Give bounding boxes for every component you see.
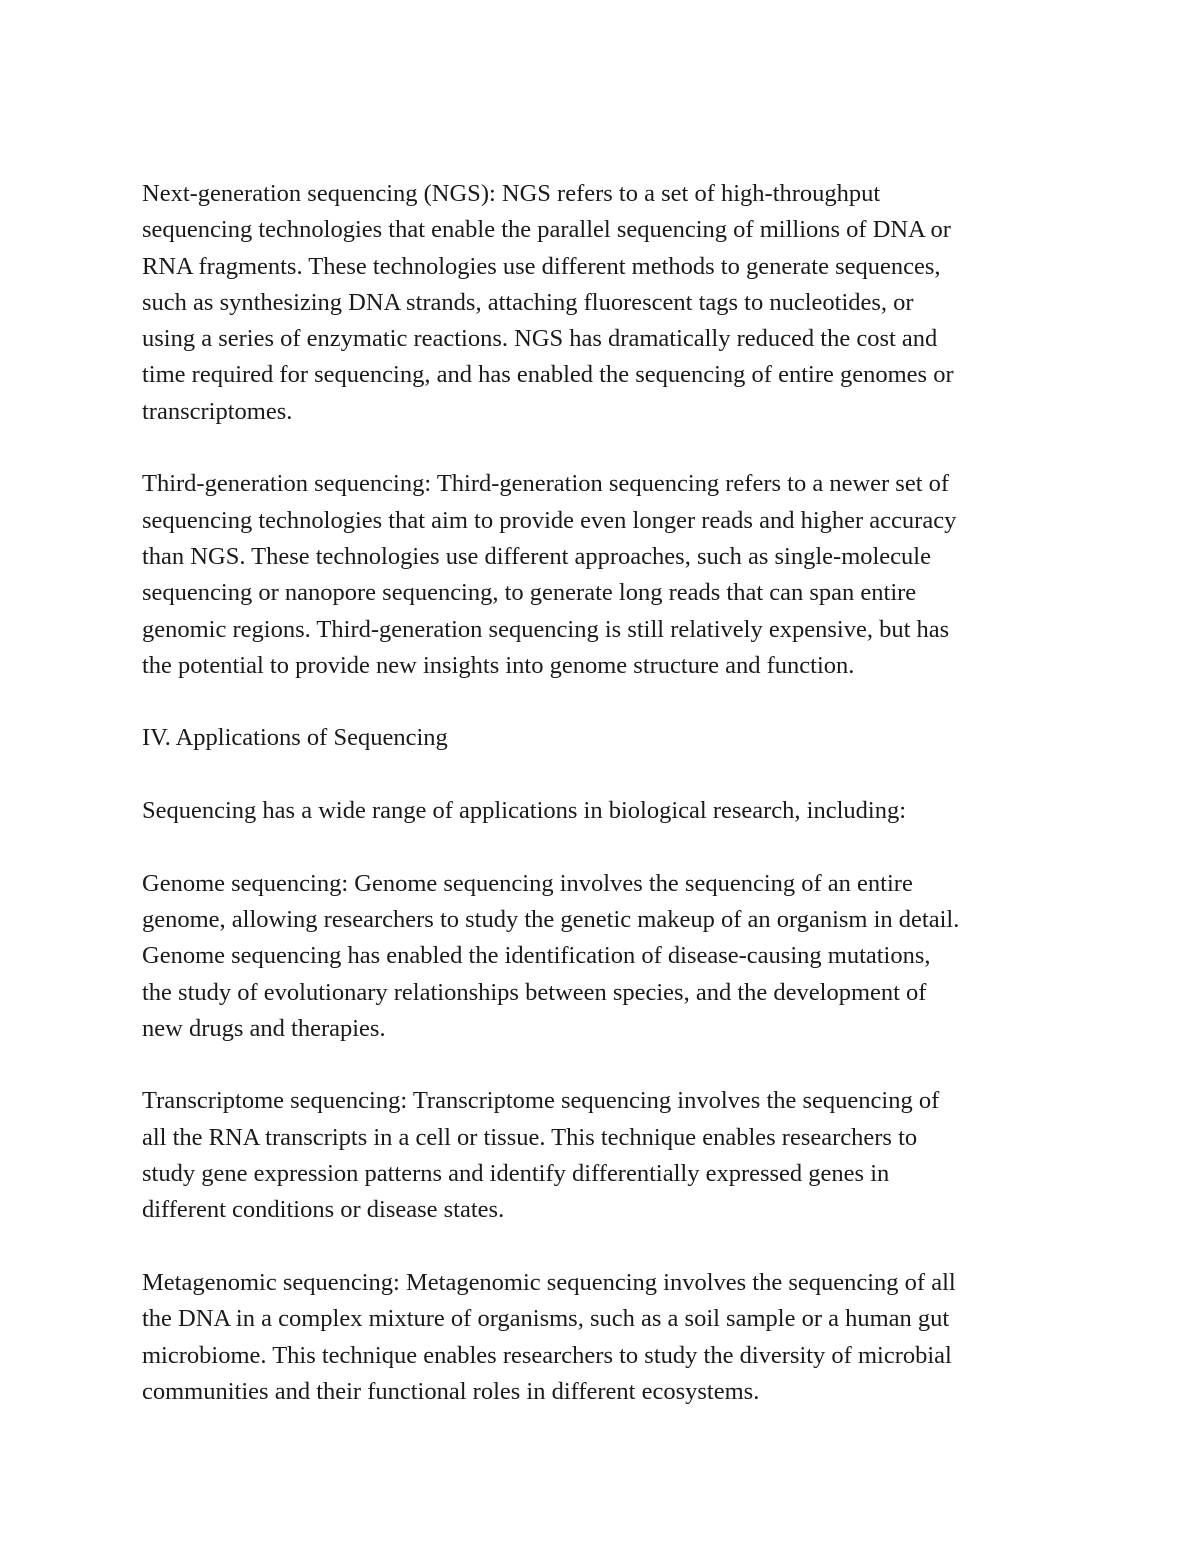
text-line: Genome sequencing has enabled the identification of disease-causing mutations, <box>142 942 931 970</box>
text-line: sequencing technologies that aim to provide even longer reads and higher accuracy <box>142 506 957 534</box>
section-heading-text: IV. Applications of Sequencing <box>142 724 448 752</box>
text-line: than NGS. These technologies use different approaches, such as single-molecule <box>142 542 931 570</box>
text-line: Metagenomic sequencing: Metagenomic sequencing involves the sequencing of all <box>142 1268 956 1296</box>
text-line: the study of evolutionary relationships between species, and the development of <box>142 978 927 1006</box>
text-line: Sequencing has a wide range of applications in biological research, including: <box>142 797 907 825</box>
text-line: genomic regions. Third-generation sequencing is still relatively expensive, but has <box>142 615 950 643</box>
paragraph-spacer <box>142 684 1072 720</box>
text-line: sequencing technologies that enable the parallel sequencing of millions of DNA or <box>142 216 951 244</box>
text-line: using a series of enzymatic reactions. NGS has dramatically reduced the cost and <box>142 325 938 353</box>
paragraph-metagenomic <box>142 1265 1072 1410</box>
paragraph-third-generation <box>142 466 1072 684</box>
text-line: genome, allowing researchers to study the genetic makeup of an organism in detail. <box>142 905 960 933</box>
text-line: RNA fragments. These technologies use different methods to generate sequences, <box>142 252 941 280</box>
paragraph-spacer <box>142 430 1072 466</box>
document-body <box>142 176 1072 1410</box>
text-line: transcriptomes. <box>142 397 293 425</box>
text-line: new drugs and therapies. <box>142 1014 386 1042</box>
paragraph-transcriptome <box>142 1083 1072 1228</box>
paragraph-intro <box>142 793 1072 829</box>
text-line: Transcriptome sequencing: Transcriptome sequencing involves the sequencing of <box>142 1087 940 1115</box>
text-line: communities and their functional roles in different ecosystems. <box>142 1377 760 1405</box>
text-line: the DNA in a complex mixture of organisms, such as a soil sample or a human gut <box>142 1305 950 1333</box>
text-line: sequencing or nanopore sequencing, to generate long reads that can span entire <box>142 579 917 607</box>
text-line: different conditions or disease states. <box>142 1196 505 1224</box>
text-line: Genome sequencing: Genome sequencing involves the sequencing of an entire <box>142 869 913 897</box>
paragraph-genome <box>142 866 1072 1047</box>
text-line: such as synthesizing DNA strands, attaching fluorescent tags to nucleotides, or <box>142 288 914 316</box>
paragraph-spacer <box>142 1047 1072 1083</box>
text-line: study gene expression patterns and identify differentially expressed genes in <box>142 1160 890 1188</box>
paragraph-spacer <box>142 829 1072 865</box>
paragraph-ngs <box>142 176 1072 430</box>
section-heading <box>142 720 1072 756</box>
text-line: the potential to provide new insights into genome structure and function. <box>142 651 855 679</box>
text-line: all the RNA transcripts in a cell or tissue. This technique enables researchers to <box>142 1123 918 1151</box>
text-line: Third-generation sequencing: Third-generation sequencing refers to a newer set of <box>142 470 950 498</box>
text-line: time required for sequencing, and has enabled the sequencing of entire genomes or <box>142 361 954 389</box>
paragraph-spacer <box>142 757 1072 793</box>
paragraph-spacer <box>142 1229 1072 1265</box>
text-line: Next-generation sequencing (NGS): NGS refers to a set of high-throughput <box>142 180 881 207</box>
text-line: microbiome. This technique enables researchers to study the diversity of microbial <box>142 1341 952 1369</box>
